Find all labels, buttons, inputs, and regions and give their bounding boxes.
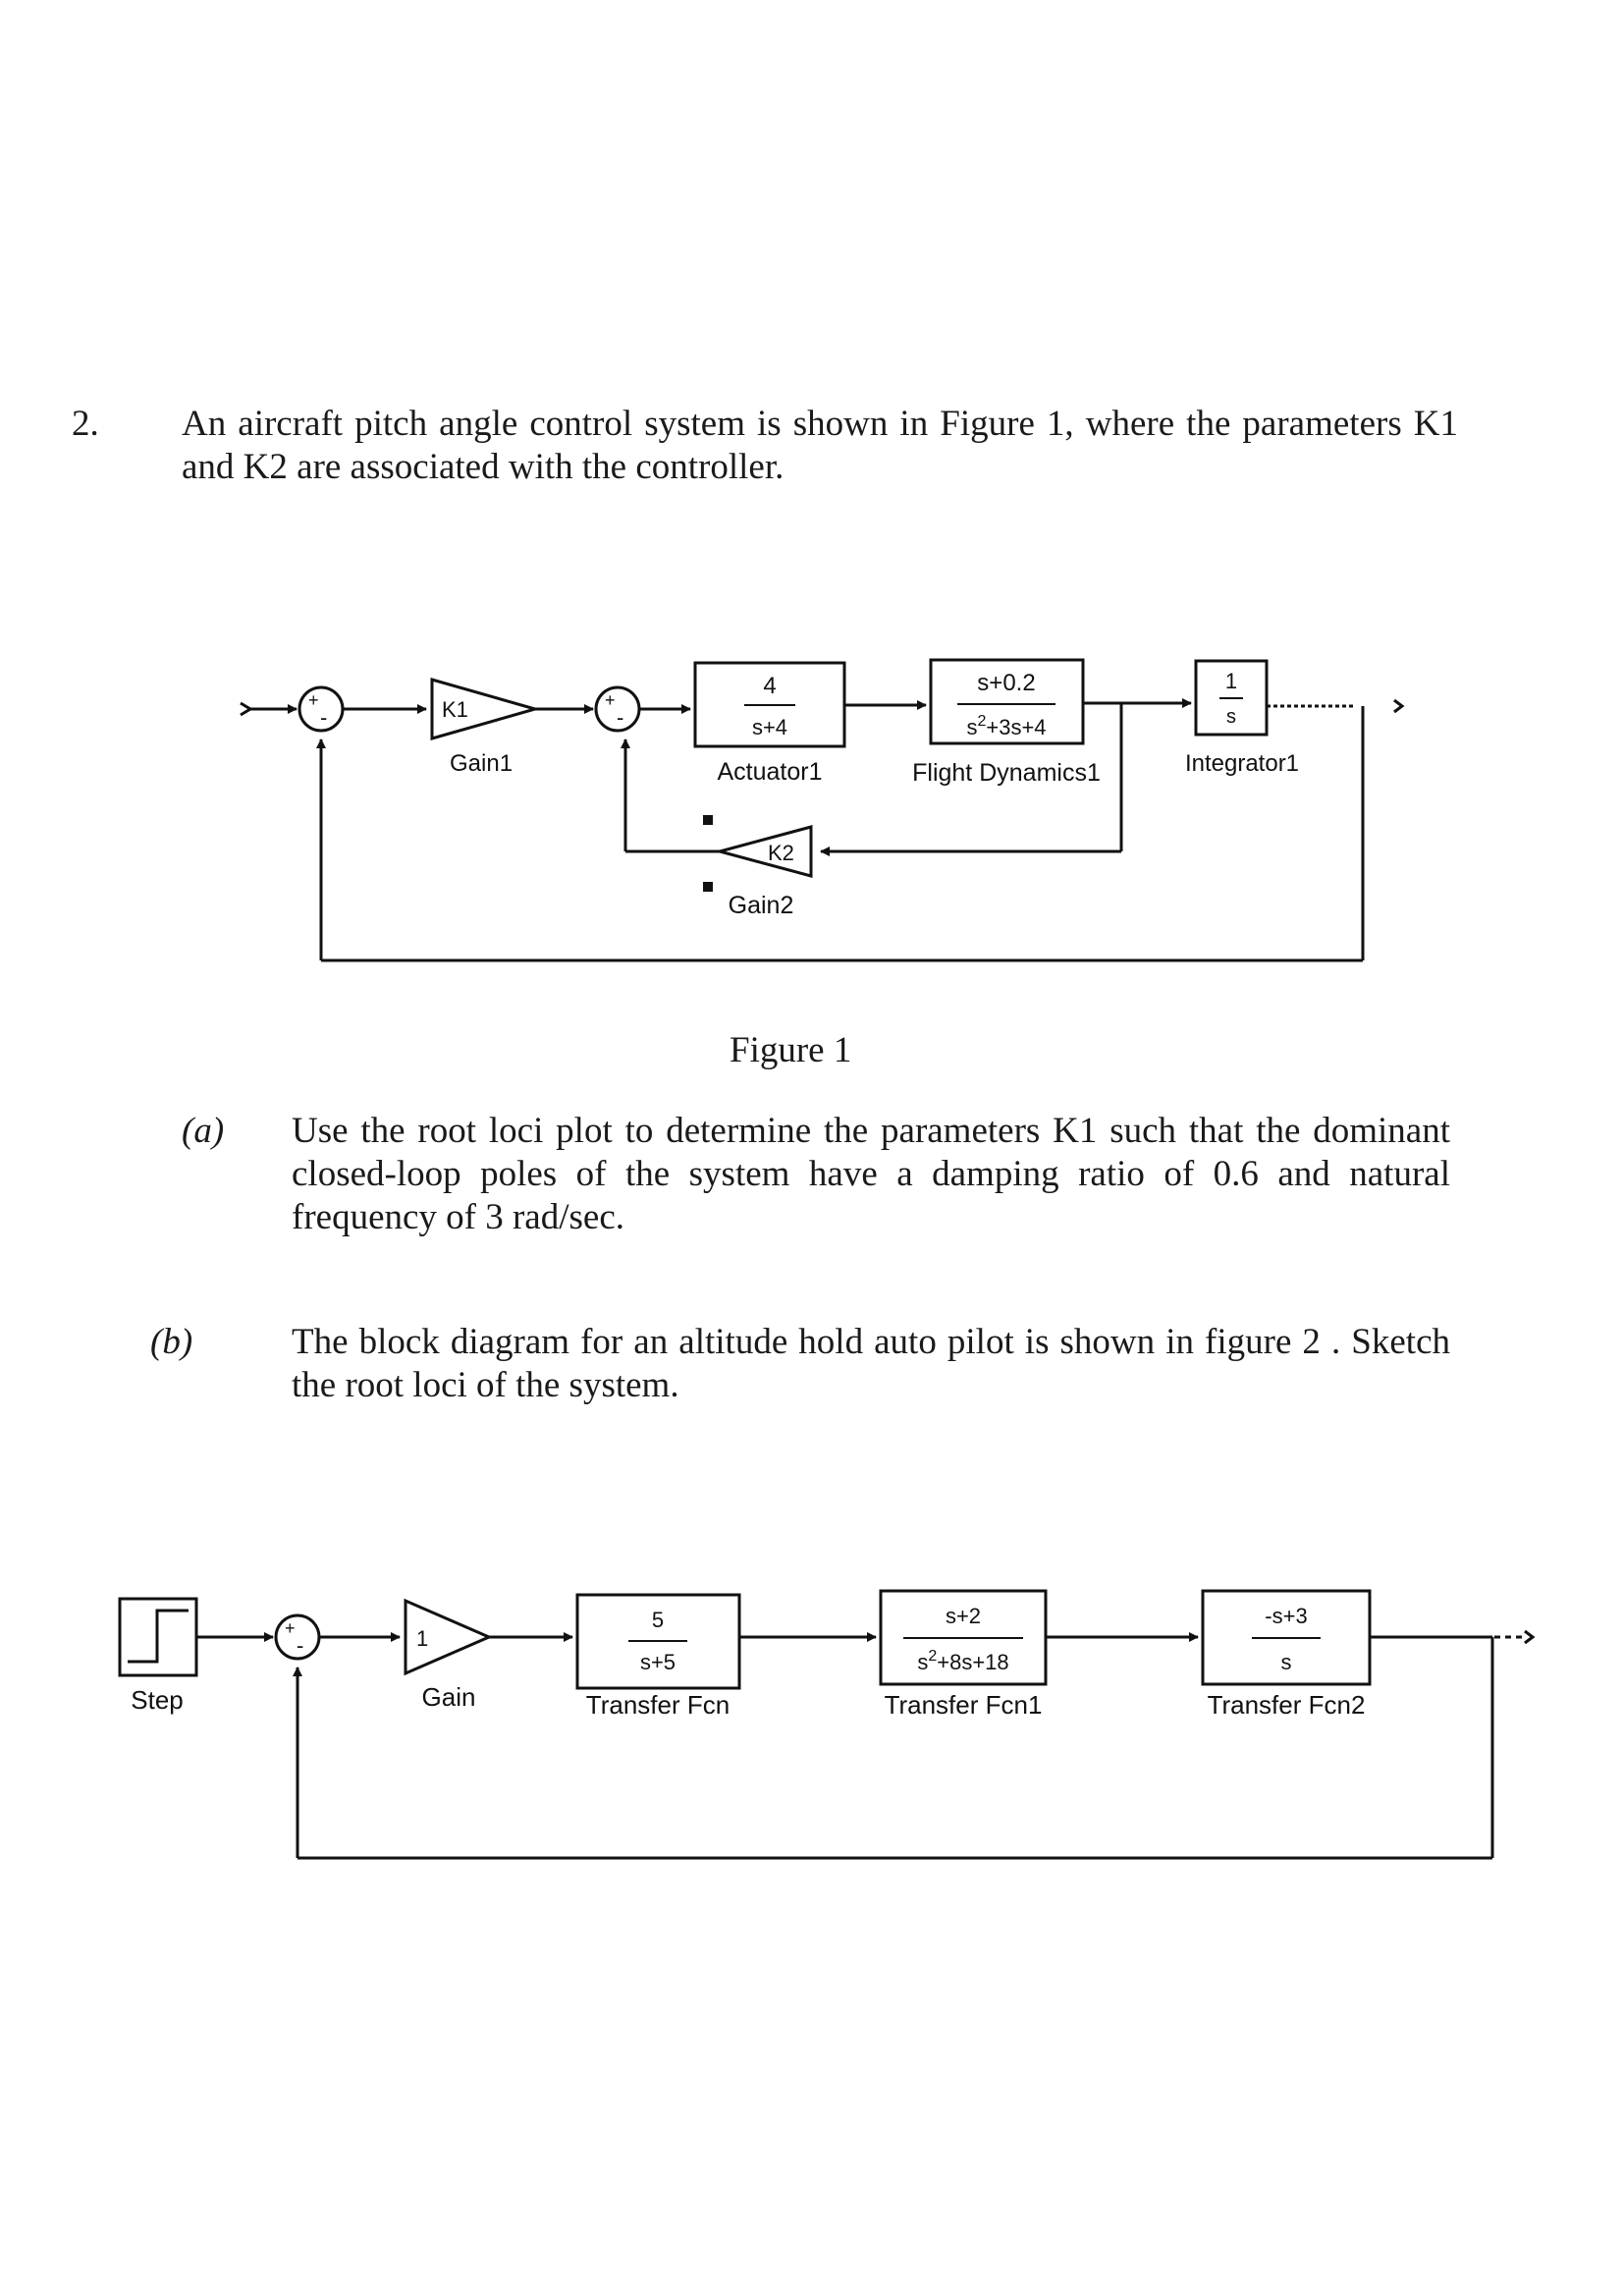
part-a-label: (a)	[182, 1111, 225, 1151]
gain1-value: K1	[442, 697, 468, 722]
sum2-plus-sign: +	[605, 690, 616, 710]
figure1-caption: Figure 1	[730, 1030, 852, 1070]
transfer-fcn2-denominator: s	[1280, 1650, 1292, 1674]
gain2-value: K2	[768, 841, 794, 865]
sum3-minus-sign: -	[297, 1633, 304, 1658]
integrator-denominator: s	[1226, 706, 1236, 728]
actuator-numerator: 4	[763, 673, 777, 699]
integrator-label: Integrator1	[1184, 750, 1300, 777]
output-port-icon	[1394, 700, 1402, 712]
sum3-plus-sign: +	[285, 1618, 296, 1638]
transfer-fcn1-label: Transfer Fcn1	[884, 1690, 1043, 1720]
transfer-fcn-numerator: 5	[651, 1608, 665, 1632]
gain1-label: Gain1	[450, 750, 514, 777]
actuator-label: Actuator1	[717, 758, 823, 786]
transfer-fcn-label: Transfer Fcn	[585, 1690, 730, 1720]
step-label: Step	[131, 1685, 184, 1715]
figure1-diagram	[0, 629, 1623, 1178]
transfer-fcn1-denominator: $s^2+8s+18$	[917, 1648, 1009, 1674]
part-b-label: (b)	[150, 1322, 193, 1362]
gain-value: 1	[416, 1626, 429, 1651]
actuator-denominator: s+4	[751, 715, 788, 739]
question-intro: An aircraft pitch angle control system is shown in Figure 1, where the parameters K1 and K2 are associated with the controller.	[182, 404, 1458, 487]
transfer-fcn-denominator: s+5	[639, 1650, 676, 1674]
flight-dynamics-numerator: s+0.2	[977, 670, 1036, 696]
output-arrow-icon	[1525, 1631, 1533, 1643]
transfer-fcn1-numerator: s+2	[945, 1604, 982, 1628]
figure2-diagram	[0, 1571, 1623, 1905]
flight-dynamics-label: Flight Dynamics1	[912, 759, 1101, 787]
gain2-block	[720, 827, 811, 876]
sum2-minus-sign: -	[617, 705, 624, 730]
input-port-icon	[241, 703, 250, 715]
gain2-label: Gain2	[728, 892, 794, 919]
gain-label: Gain	[421, 1682, 476, 1712]
transfer-fcn2-numerator: -s+3	[1265, 1604, 1308, 1628]
part-a-text: Use the root loci plot to determine the parameters K1 such that the dominant closed-loop poles of the system have a damping ratio of 0.6 and natural frequency of 3 rad/sec.	[292, 1111, 1450, 1237]
integrator-numerator: 1	[1224, 669, 1238, 693]
flight-dynamics-denominator: $s^2+3s+4$	[966, 713, 1047, 739]
sum1-plus-sign: +	[308, 690, 319, 710]
sum1-minus-sign: -	[320, 705, 328, 730]
transfer-fcn2-label: Transfer Fcn2	[1207, 1690, 1366, 1720]
question-number: 2.	[72, 404, 99, 444]
part-b-text: The block diagram for an altitude hold auto pilot is shown in figure 2 . Sketch the root loci of the system.	[292, 1322, 1450, 1405]
